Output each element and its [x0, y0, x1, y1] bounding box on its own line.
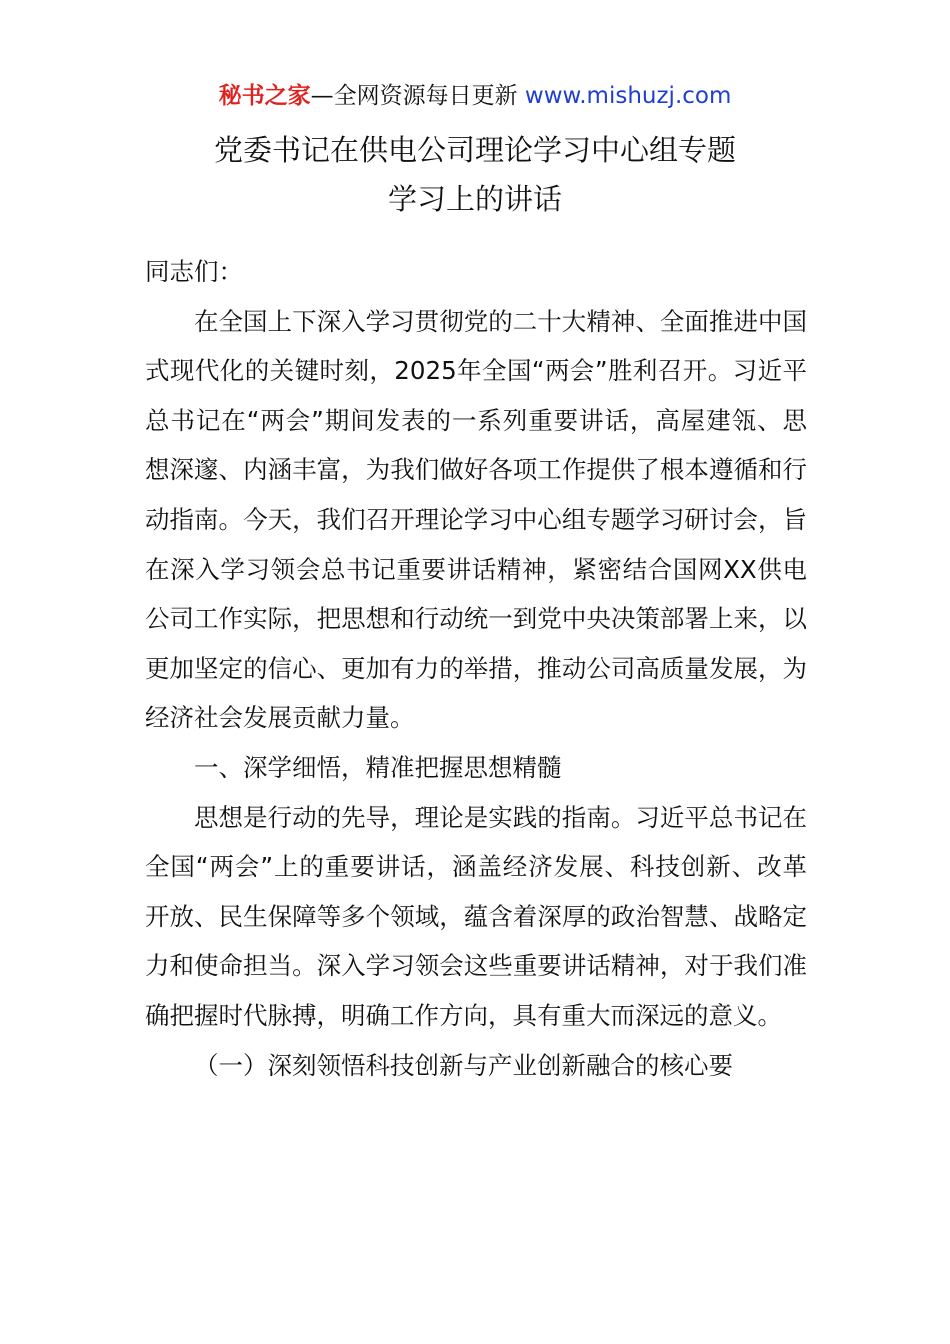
section-1-paragraph: 思想是行动的先导，理论是实践的指南。习近平总书记在全国“两会”上的重要讲话，涵盖经济发展、科技创新、改革开放、民生保障等多个领域，蕴含着深厚的政治智慧、战略定力和使命担当。深入学习领会这些重要讲话精神，对于我们准确把握时代脉搏，明确工作方向，具有重大而深远的意义。 — [145, 802, 807, 1030]
site-tagline: —全网资源每日更新 — [310, 83, 525, 109]
section-heading-1: 一、深学细悟，精准把握思想精髓 — [194, 752, 562, 782]
site-url-link[interactable]: www.mishuzj.com — [524, 83, 732, 109]
site-brand: 秘书之家 — [218, 83, 311, 109]
subsection-heading-1: （一）深刻领悟科技创新与产业创新融合的核心要 — [194, 1050, 733, 1080]
title-line-1: 党委书记在供电公司理论学习中心组专题 — [213, 133, 736, 167]
document-body — [145, 247, 807, 1090]
title-line-2: 学习上的讲话 — [387, 182, 562, 216]
intro-paragraph: 在全国上下深入学习贯彻党的二十大精神、全面推进中国式现代化的关键时刻，2025年全国“两会”胜利召开。习近平总书记在“两会”期间发表的一系列重要讲话，高屋建瓴、思想深邃、内涵丰富，为我们做好各项工作提供了根本遵循和行动指南。今天，我们召开理论学习中心组专题学习研讨会，旨在深入学习领会总书记重要讲话精神，紧密结合国网XX供电公司工作实际，把思想和行动统一到党中央决策部署上来，以更加坚定的信心、更加有力的举措，推动公司高质量发展，为经济社会发展贡献力量。 — [145, 306, 807, 733]
site-header — [0, 80, 950, 112]
salutation: 同志们： — [145, 257, 243, 286]
document-title — [0, 126, 950, 224]
